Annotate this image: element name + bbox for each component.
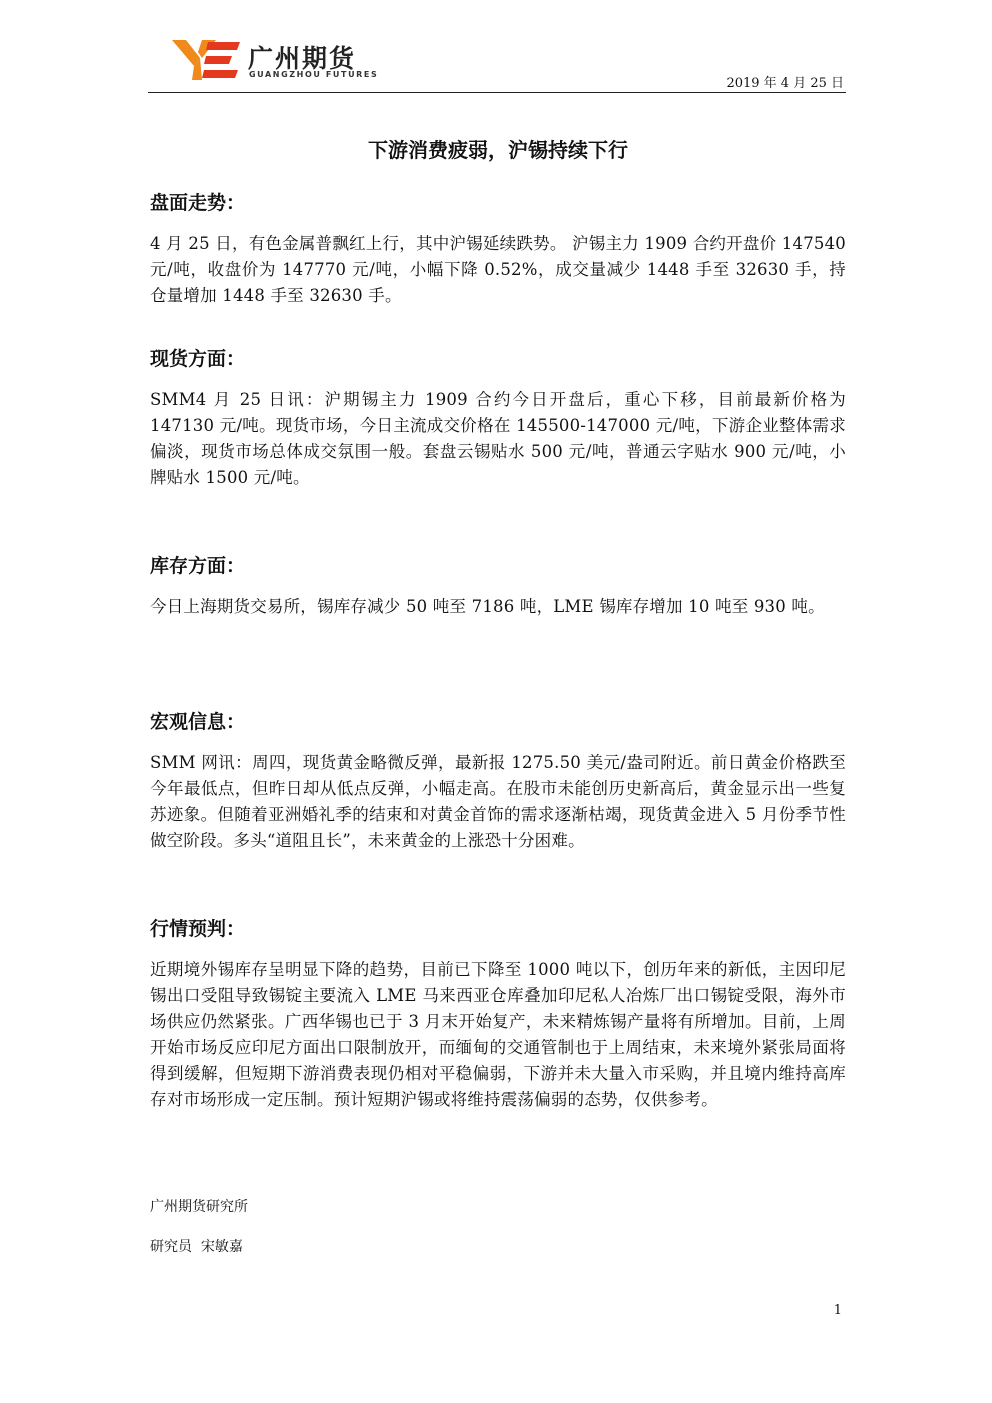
section-body: 近期境外锡库存呈明显下降的趋势，目前已下降至 1000 吨以下，创历年来的新低，主因印尼锡出口受阻导致锡锭主要流入 LME 马来西亚仓库叠加印尼私人冶炼厂出口锡锭受限，海外市场供应仍然紧张。广西华锡也已于 3 月末开始复产，未来精炼锡产量将有所增加。目前，上周开始市场反应印尼方面出口限制放开，而缅甸的交通管制也于上周结束，未来境外紧张局面将得到缓解，但短期下游消费表现仍相对平稳偏弱，下游并未大量入市采购，并且境内维持高库存对市场形成一定压制。预计短期沪锡或将维持震荡偏弱的态势，仅供参考。 xyxy=(150,960,846,1109)
page-number: 1 xyxy=(833,1303,842,1318)
section-heading: 盘面走势： xyxy=(150,192,246,214)
researcher-name: 研究员 宋敏嘉 xyxy=(150,1239,243,1255)
section-heading: 现货方面： xyxy=(150,348,246,370)
header-divider xyxy=(148,92,846,93)
section-outlook xyxy=(150,914,846,1113)
section-heading: 宏观信息： xyxy=(150,711,246,733)
report-date: 2019 年 4 月 25 日 xyxy=(726,76,844,91)
document-header xyxy=(150,36,846,94)
section-inventory xyxy=(150,551,846,620)
section-heading: 库存方面： xyxy=(150,555,246,577)
brand-name-cn: 广州期货 xyxy=(248,44,357,73)
section-spot xyxy=(150,344,846,491)
institute-name: 广州期货研究所 xyxy=(150,1199,248,1215)
section-body: SMM4 月 25 日讯：沪期锡主力 1909 合约今日开盘后，重心下移，目前最新价格为 147130 元/吨。现货市场，今日主流成交价格在 145500-147000 元/吨，下游企业整体需求偏淡，现货市场总体成交氛围一般。套盘云锡贴水 500 元/吨，普通云字贴水 900 元/吨，小牌贴水 1500 元/吨。 xyxy=(150,390,846,487)
document-title: 下游消费疲弱，沪锡持续下行 xyxy=(368,138,628,162)
section-body: SMM 网讯：周四，现货黄金略微反弹，最新报 1275.50 美元/盎司附近。前日黄金价格跌至今年最低点，但昨日却从低点反弹，小幅走高。在股市未能创历史新高后，黄金显示出一些复苏迹象。但随着亚洲婚礼季的结束和对黄金首饰的需求逐渐枯竭，现货黄金进入 5 月份季节性做空阶段。多头“道阻且长”，未来黄金的上涨恐十分困难。 xyxy=(150,753,846,850)
section-body: 今日上海期货交易所，锡库存减少 50 吨至 7186 吨，LME 锡库存增加 10 吨至 930 吨。 xyxy=(150,597,825,616)
guangzhou-futures-logo xyxy=(172,40,242,80)
section-macro xyxy=(150,707,846,854)
section-body: 4 月 25 日，有色金属普飘红上行，其中沪锡延续跌势。 沪锡主力 1909 合约开盘价 147540 元/吨，收盘价为 147770 元/吨，小幅下降 0.52%，成交量减少 1448 手至 32630 手，持仓量增加 1448 手至 32630 手。 xyxy=(150,234,846,305)
brand-name-en: GUANGZHOU FUTURES xyxy=(249,70,379,79)
section-market-trend xyxy=(150,188,846,309)
section-heading: 行情预判： xyxy=(150,918,246,940)
